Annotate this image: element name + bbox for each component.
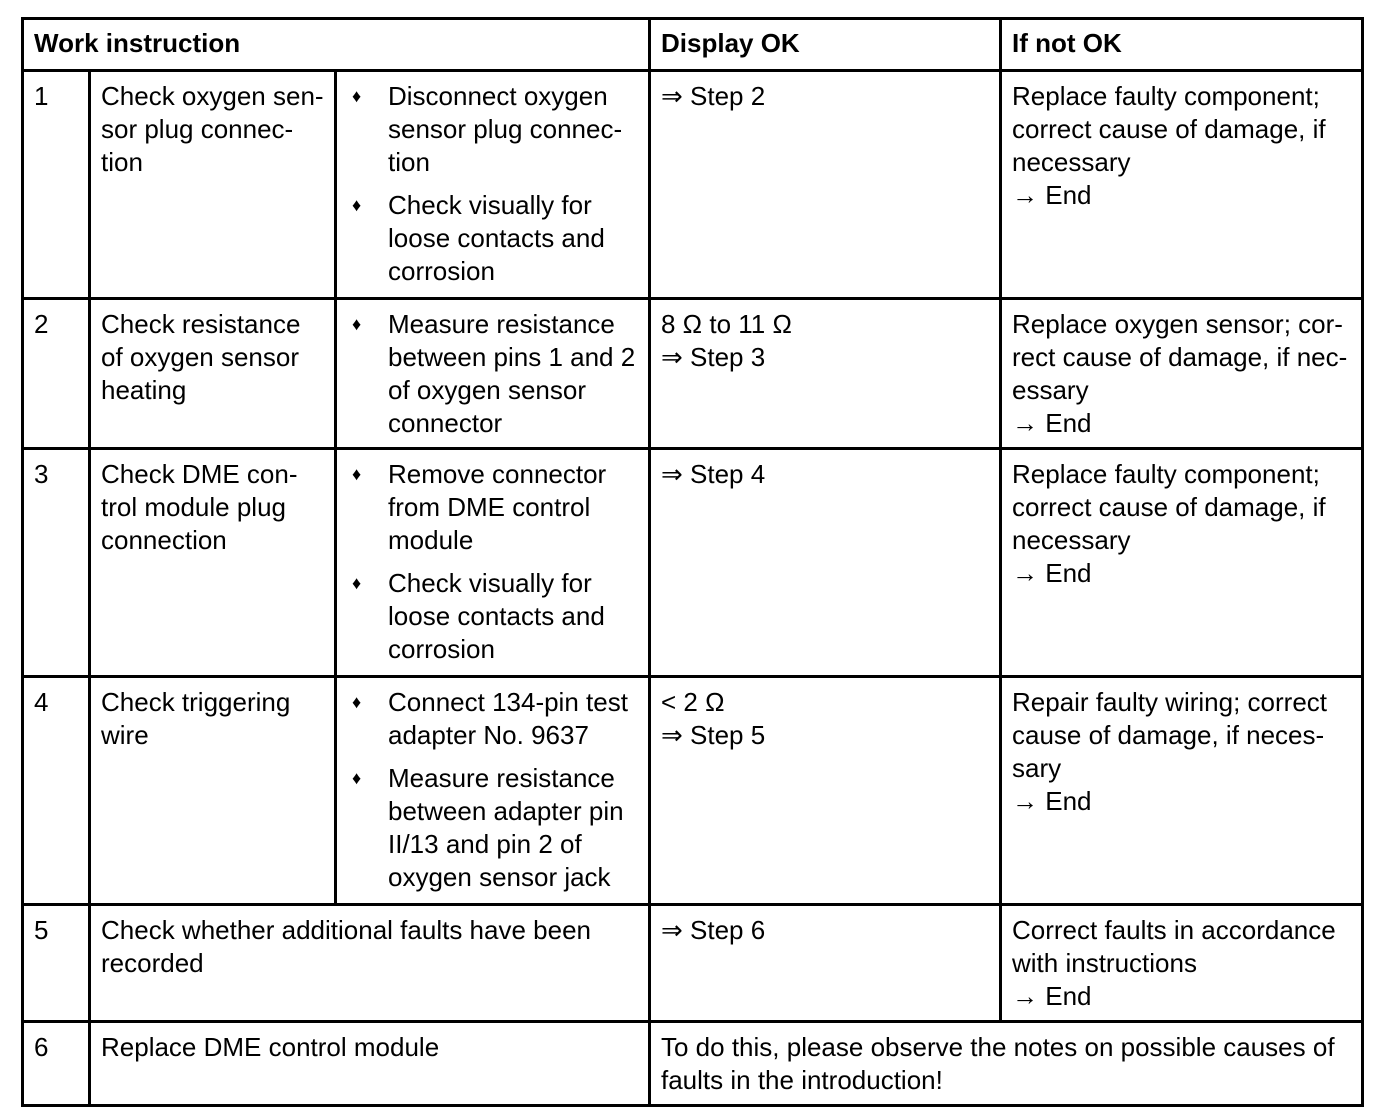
if-not-ok-line: Replace oxygen sensor; cor-rect cause of damage, if nec-essary: [1012, 309, 1348, 405]
step-actions: [336, 449, 650, 677]
step-task: Replace DME control module: [90, 1022, 650, 1106]
header-display-ok: Display OK: [650, 19, 1001, 71]
action-item: ♦ Connect 134-pin test adapter No. 9637: [352, 687, 628, 750]
display-ok-line: ⇒ Step 6: [661, 915, 766, 945]
diamond-bullet-icon: ♦: [352, 86, 362, 106]
step-number: 2: [23, 299, 90, 449]
display-ok-cell: [650, 905, 1001, 1022]
diamond-bullet-icon: ♦: [352, 195, 362, 215]
display-ok-line: ⇒ Step 2: [661, 81, 766, 111]
step-number: 4: [23, 677, 90, 905]
if-not-ok-cell: [1001, 299, 1363, 449]
action-item: ♦ Measure resistance between pins 1 and 2 of oxygen sensor connector: [352, 309, 636, 438]
header-if-not-ok: If not OK: [1001, 19, 1363, 71]
step-task: Check oxygen sen-sor plug connec-tion: [90, 71, 336, 299]
diamond-bullet-icon: ♦: [352, 768, 362, 788]
if-not-ok-line: Replace faulty component; correct cause of damage, if necessary: [1012, 81, 1326, 177]
step-actions: [336, 299, 650, 449]
step-actions: [336, 71, 650, 299]
if-not-ok-line: Repair faulty wiring; correct cause of damage, if neces-sary: [1012, 687, 1327, 783]
display-ok-cell: [650, 71, 1001, 299]
table-row: [23, 71, 1363, 299]
step-number: 5: [23, 905, 90, 1022]
step-task: Check triggering wire: [90, 677, 336, 905]
display-ok-line: ⇒ Step 4: [661, 459, 766, 489]
step-number: 3: [23, 449, 90, 677]
display-ok-line: ⇒ Step 3: [661, 342, 766, 372]
display-ok-line: ⇒ Step 5: [661, 720, 766, 750]
display-ok-cell: [650, 677, 1001, 905]
if-not-ok-cell: [1001, 71, 1363, 299]
end-line: → End: [1012, 180, 1092, 210]
diamond-bullet-icon: ♦: [352, 573, 362, 593]
end-line: → End: [1012, 558, 1092, 588]
table-header-row: [23, 19, 1363, 71]
end-line: → End: [1012, 786, 1092, 816]
display-ok-value: 8 Ω to 11 Ω: [661, 309, 792, 339]
if-not-ok-cell: [1001, 449, 1363, 677]
table-row: [23, 299, 1363, 449]
display-ok-value: < 2 Ω: [661, 687, 725, 717]
diamond-bullet-icon: ♦: [352, 692, 362, 712]
diamond-bullet-icon: ♦: [352, 464, 362, 484]
action-item: ♦ Check visually for loose contacts and corrosion: [352, 190, 605, 286]
diamond-bullet-icon: ♦: [352, 314, 362, 334]
action-item: ♦ Check visually for loose contacts and corrosion: [352, 568, 605, 664]
if-not-ok-cell: [1001, 677, 1363, 905]
step-actions: [336, 677, 650, 905]
if-not-ok-cell: [1001, 905, 1363, 1022]
end-line: → End: [1012, 408, 1092, 438]
action-item: ♦ Remove connector from DME control module: [352, 459, 607, 555]
end-line: → End: [1012, 981, 1092, 1011]
table-row: [23, 905, 1363, 1022]
table-row: [23, 449, 1363, 677]
work-instruction-table: [21, 17, 1364, 1107]
step-note: To do this, please observe the notes on possible causes of faults in the introduction!: [650, 1022, 1363, 1106]
table-row: [23, 1022, 1363, 1106]
display-ok-cell: [650, 449, 1001, 677]
action-item: ♦ Disconnect oxygen sensor plug connec-tion: [352, 81, 623, 177]
display-ok-cell: [650, 299, 1001, 449]
step-task: Check whether additional faults have been recorded: [90, 905, 650, 1022]
if-not-ok-line: Correct faults in accordance with instructions: [1012, 915, 1336, 978]
step-task: Check resistance of oxygen sensor heating: [90, 299, 336, 449]
table-row: [23, 677, 1363, 905]
header-work-instruction: Work instruction: [23, 19, 650, 71]
step-number: 6: [23, 1022, 90, 1106]
step-number: 1: [23, 71, 90, 299]
step-task: Check DME con-trol module plug connection: [90, 449, 336, 677]
if-not-ok-line: Replace faulty component; correct cause of damage, if necessary: [1012, 459, 1326, 555]
action-item: ♦ Measure resistance between adapter pin II/13 and pin 2 of oxygen sensor jack: [352, 763, 624, 892]
